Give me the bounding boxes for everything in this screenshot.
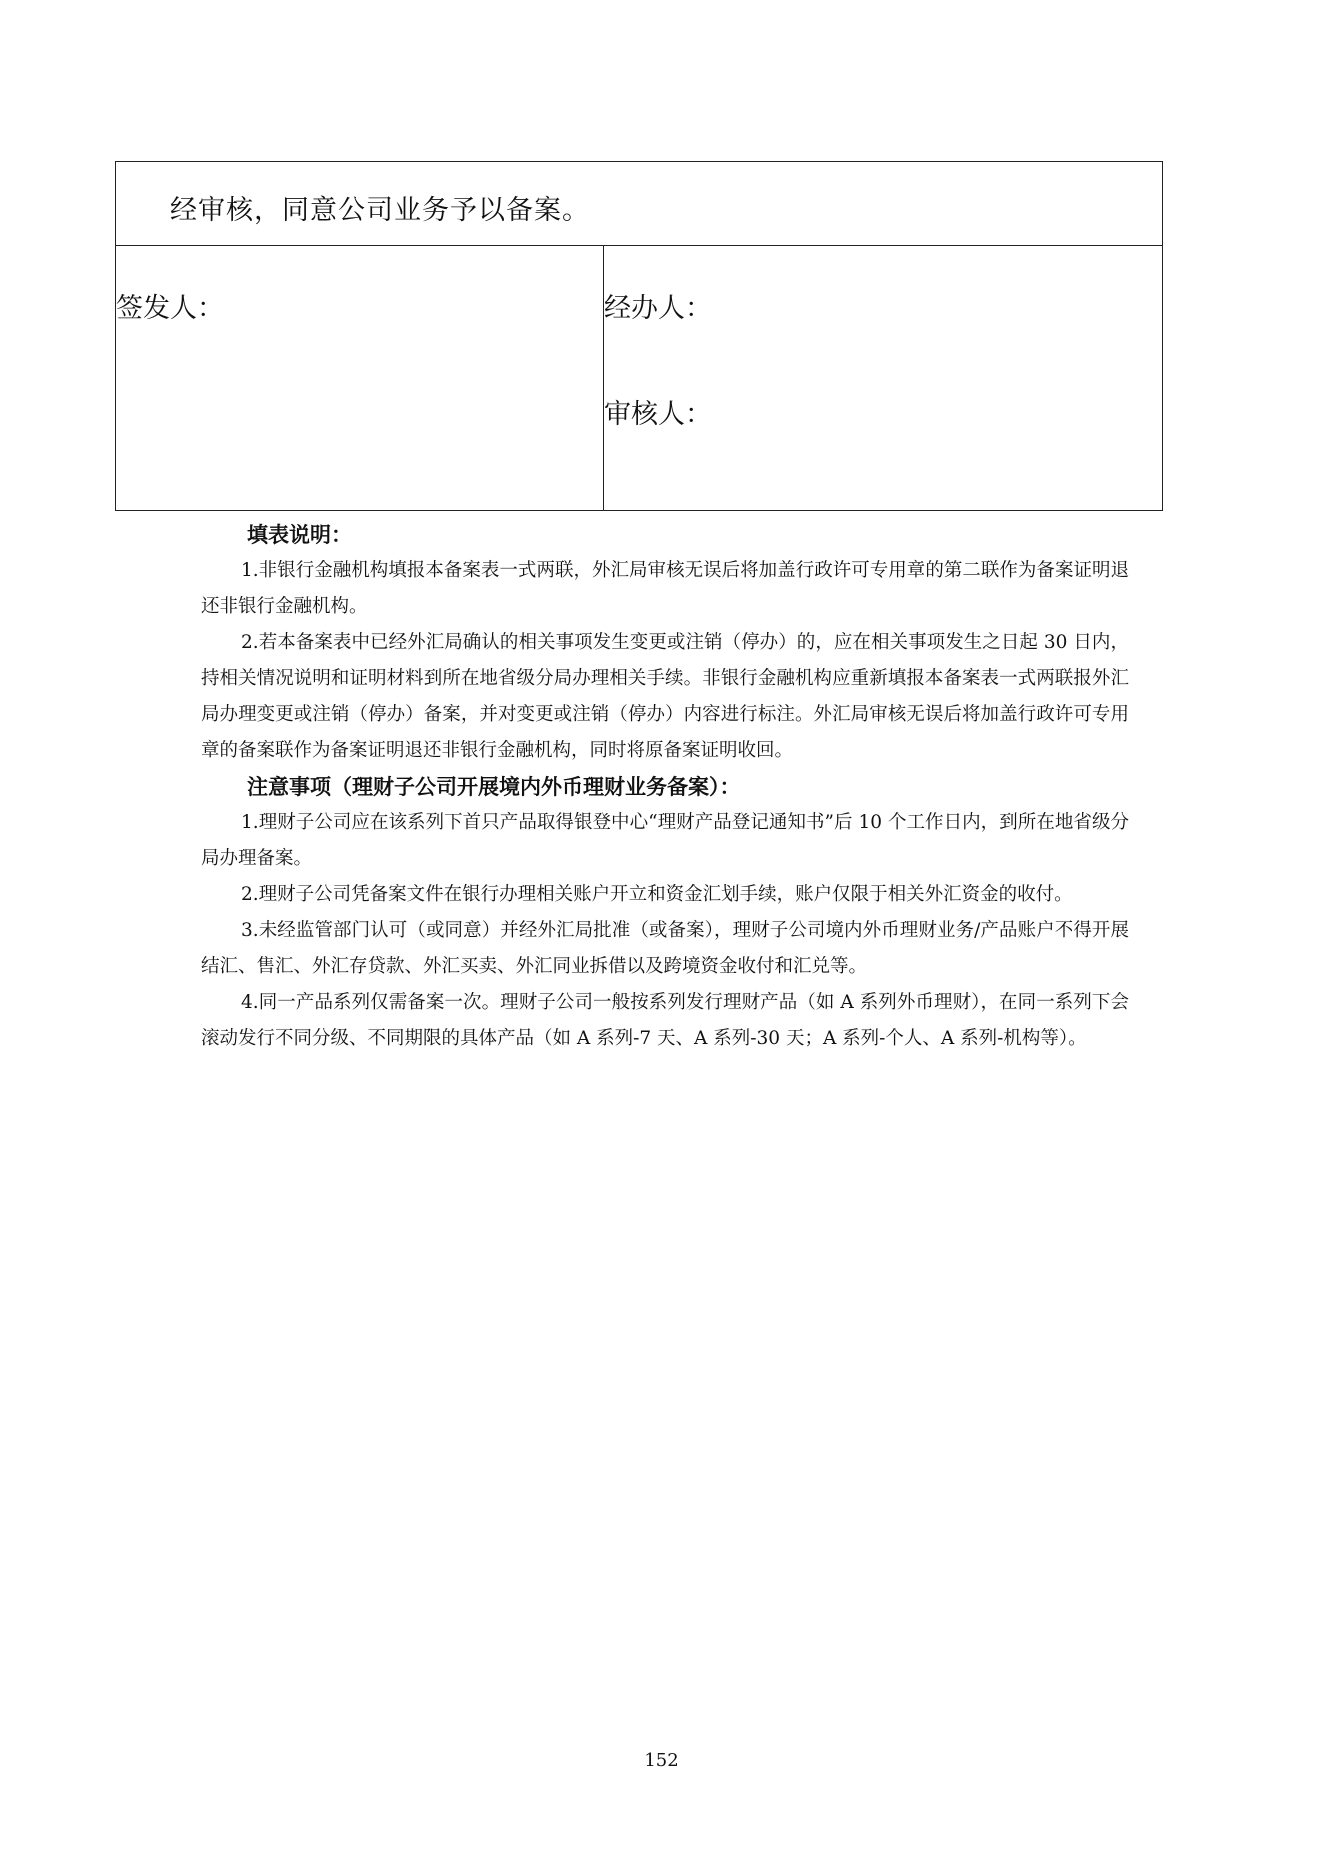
precautions-item: 2.理财子公司凭备案文件在银行办理相关账户开立和资金汇划手续，账户仅限于相关外汇资金的收付。 [241,884,1073,905]
page-number: 152 [644,1750,679,1771]
instructions-item: 1.非银行金融机构填报本备案表一式两联，外汇局审核无误后将加盖行政许可专用章的第二联作为备案证明退还非银行金融机构。 [201,560,1129,617]
instructions-item: 2.若本备案表中已经外汇局确认的相关事项发生变更或注销（停办）的，应在相关事项发生之日起 30 日内，持相关情况说明和证明材料到所在地省级分局办理相关手续。非银行金融机构应重新填报本备案表一式两联报外汇局办理变更或注销（停办）备案，并对变更或注销（停办）内容进行标注。外汇局审核无误后将加盖行政许可专用章的备案联作为备案证明退还非银行金融机构，同时将原备案证明收回。 [201,632,1129,761]
precautions-item: 3.未经监管部门认可（或同意）并经外汇局批准（或备案），理财子公司境内外币理财业务/产品账户不得开展结汇、售汇、外汇存贷款、外汇买卖、外汇同业拆借以及跨境资金收付和汇兑等。 [201,920,1129,977]
precautions-heading: 注意事项（理财子公司开展境内外币理财业务备案）： [247,775,741,799]
approval-opinion-row [116,162,1162,246]
precautions-item: 4.同一产品系列仅需备案一次。理财子公司一般按系列发行理财产品（如 A 系列外币理财），在同一系列下会滚动发行不同分级、不同期限的具体产品（如 A 系列-7 天、A 系列-30 天；A 系列-个人、A 系列-机构等）。 [201,992,1129,1049]
signature-row [116,246,1162,510]
signer-label: 签发人： [116,293,224,324]
precautions-item: 1.理财子公司应在该系列下首只产品取得银登中心“理财产品登记通知书”后 10 个工作日内，到所在地省级分局办理备案。 [201,812,1129,869]
signer-cell [116,246,604,510]
handler-cell [604,246,1162,510]
reviewer-label: 审核人： [604,399,712,430]
approval-table [115,161,1163,511]
handler-label: 经办人： [604,293,712,324]
notes-section [201,517,1129,1057]
instructions-heading: 填表说明： [247,523,352,547]
approval-opinion-text: 经审核，同意公司业务予以备案。 [170,195,590,226]
